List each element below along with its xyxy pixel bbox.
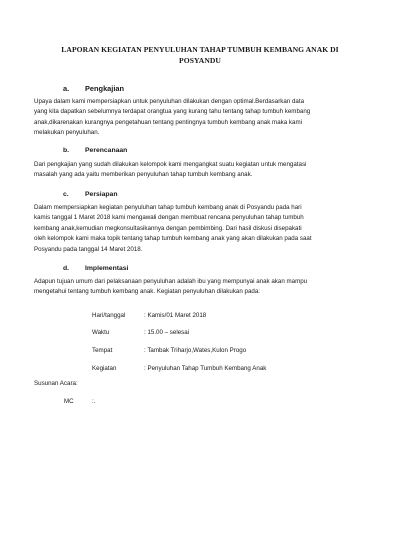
section-heading-perencanaan	[63, 146, 127, 155]
title-line-2: POSYANDU	[179, 56, 221, 65]
section-letter: d.	[63, 265, 70, 272]
section-title: Implementasi	[85, 265, 129, 272]
detail-row-hari-tanggal	[92, 311, 206, 320]
detail-value: : Penyuluhan Tahap Tumbuh Kembang Anak	[144, 365, 267, 372]
paragraph-line: oleh kelompok kami maka topik tentang tahap tumbuh kembang anak yang akan dilakukan pada saat	[34, 235, 312, 243]
paragraph-pengkajian	[34, 97, 366, 139]
paragraph-line: masalah yang ada yaitu memberikan penyuluhan tahap tumbuh kembang anak.	[34, 171, 253, 179]
document-title	[30, 44, 370, 66]
section-letter: b.	[63, 147, 70, 154]
detail-value: : 15.00 – selesai	[144, 329, 190, 336]
paragraph-line: yang kita dapatkan sebelumnya terdapat orangtua yang kurang tahu tentang tahap tumbuh kembang	[34, 108, 311, 116]
detail-row-waktu	[92, 328, 189, 337]
paragraph-line: anak,dikarenakan kurangnya pengetahuan tentang pentingnya tumbuh kembang anak maka kami	[34, 118, 302, 126]
detail-value: : Tambak Triharjo,Wates,Kulon Progo	[144, 347, 247, 354]
section-heading-pengkajian	[63, 84, 124, 93]
paragraph-perencanaan	[34, 160, 366, 181]
detail-value: : Kamis/01 Maret 2018	[144, 312, 207, 319]
detail-label: Tempat	[92, 347, 113, 354]
paragraph-line: kamis tanggal 1 Maret 2018 kami mengawali dengan membuat rencana penyuluhan tahap tumbuh	[34, 214, 304, 222]
paragraph-line: melakukan penyuluhan.	[34, 129, 100, 137]
detail-label: Hari/tanggal	[92, 312, 126, 319]
mc-row	[64, 397, 95, 406]
paragraph-line: kembang anak,kemudian megkonsultasikannya dengan pembimbing. Dari hasil diskusi disepakati	[34, 224, 302, 232]
title-line-1: LAPORAN KEGIATAN PENYULUHAN TAHAP TUMBUH KEMBANG ANAK DI	[61, 45, 339, 54]
mc-value: :.	[92, 398, 96, 405]
paragraph-line: mengetahui tentang tumbuh kembang anak. Kegiatan penyuluhan dilakukan pada:	[34, 288, 261, 296]
paragraph-implementasi	[34, 277, 366, 298]
susunan-acara-label: Susunan Acara:	[34, 380, 78, 387]
section-title: Perencanaan	[85, 147, 128, 154]
detail-label: Kegiatan	[92, 365, 117, 372]
section-letter: a.	[63, 84, 70, 93]
detail-row-tempat	[92, 346, 246, 355]
paragraph-line: Upaya dalam kami mempersiapkan untuk penyuluhan dilakukan dengan optimal.Berdasarkan data	[34, 98, 305, 105]
section-heading-persiapan	[63, 190, 118, 199]
paragraph-persiapan	[34, 203, 366, 255]
paragraph-line: Adapun tujuan umum dari pelaksanaan penyuluhan adalah ibu yang mempunyai anak akan mampu	[34, 278, 308, 285]
paragraph-line: Dari pengkajian yang sudah dilakukan kelompok kami mengangkat suatu kegiatan untuk mengatasi	[34, 161, 307, 168]
paragraph-line: Dalam mempersiapkan kegiatan penyuluhan tahap tumbuh kembang anak di Posyandu pada hari	[34, 204, 302, 211]
section-heading-implementasi	[63, 264, 128, 273]
detail-row-kegiatan	[92, 364, 266, 373]
mc-label: MC	[64, 398, 74, 405]
paragraph-line: Posyandu pada tanggal 14 Maret 2018.	[34, 245, 143, 253]
section-title: Pengkajian	[85, 84, 125, 93]
detail-label: Waktu	[92, 329, 110, 336]
section-letter: c.	[63, 191, 69, 198]
section-title: Persiapan	[85, 191, 118, 198]
